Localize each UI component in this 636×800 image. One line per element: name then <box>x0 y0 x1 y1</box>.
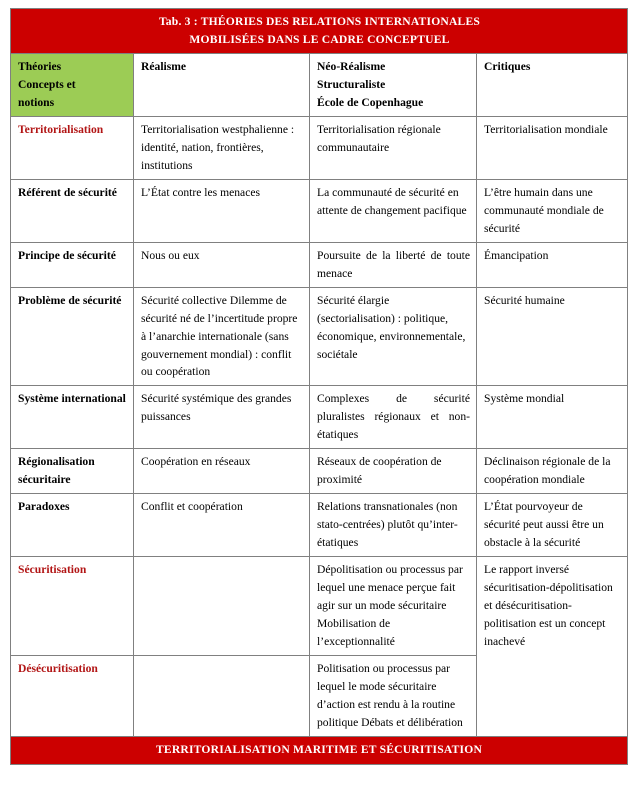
cell-realisme-territorialisation: Territorialisation westphalienne : identité, nation, frontières, institutions <box>134 116 310 179</box>
header-critiques-label: Critiques <box>484 59 531 73</box>
cell-neo-realisme-probleme-de-securite: Sécurité élargie (sectorialisation) : politique, économique, environnementale, sociétale <box>310 287 477 386</box>
cell-realisme-desecuritisation <box>134 656 310 737</box>
header-ecole-copenhague-label: École de Copenhague <box>317 95 424 109</box>
header-cell-critiques <box>477 53 628 116</box>
cell-neo-realisme-systeme-international: Complexes de sécurité pluralistes régionaux et non-étatiques <box>310 386 477 449</box>
concept-label-territorialisation: Territorialisation <box>11 116 134 179</box>
cell-neo-realisme-desecuritisation: Politisation ou processus par lequel le mode sécuritaire d’action est rendu à la routine politique Débats et délibération <box>310 656 477 737</box>
table-row <box>11 557 628 656</box>
header-realisme-label: Réalisme <box>141 59 187 73</box>
cell-realisme-systeme-international: Sécurité systémique des grandes puissances <box>134 386 310 449</box>
cell-critiques-principe-de-securite: Émancipation <box>477 242 628 287</box>
concept-label-referent-de-securite: Référent de sécurité <box>11 179 134 242</box>
cell-realisme-regionalisation-securitaire: Coopération en réseaux <box>134 449 310 494</box>
table-row <box>11 449 628 494</box>
cell-realisme-probleme-de-securite: Sécurité collective Dilemme de sécurité né de l’incertitude propre à l’anarchie internationale (sans gouvernement mondial) : conflit ou coopération <box>134 287 310 386</box>
table-footer-row <box>11 736 628 764</box>
table-title-line-1: Tab. 3 : THÉORIES DES RELATIONS INTERNATIONALES <box>158 15 481 28</box>
table-row <box>11 386 628 449</box>
cell-neo-realisme-referent-de-securite: La communauté de sécurité en attente de changement pacifique <box>310 179 477 242</box>
table-header-row <box>11 53 628 116</box>
concept-label-systeme-international: Système international <box>11 386 134 449</box>
cell-realisme-securitisation <box>134 557 310 656</box>
table-title-banner <box>11 9 628 54</box>
table-row <box>11 494 628 557</box>
cell-critiques-referent-de-securite: L’être humain dans une communauté mondiale de sécurité <box>477 179 628 242</box>
table-row <box>11 116 628 179</box>
table-row <box>11 242 628 287</box>
cell-neo-realisme-paradoxes: Relations transnationales (non stato-centrées) plutôt qu’inter-étatiques <box>310 494 477 557</box>
cell-critiques-probleme-de-securite: Sécurité humaine <box>477 287 628 386</box>
header-cell-neo-realisme <box>310 53 477 116</box>
concept-label-probleme-de-securite: Problème de sécurité <box>11 287 134 386</box>
concept-label-principe-de-securite: Principe de sécurité <box>11 242 134 287</box>
cell-neo-realisme-regionalisation-securitaire: Réseaux de coopération de proximité <box>310 449 477 494</box>
table-row <box>11 179 628 242</box>
header-cell-theories-concepts-notions <box>11 53 134 116</box>
header-structuraliste-label: Structuraliste <box>317 77 386 91</box>
concept-label-regionalisation-securitaire: Régionalisation sécuritaire <box>11 449 134 494</box>
header-neo-realisme-label: Néo-Réalisme <box>317 59 386 73</box>
concept-label-securitisation: Sécuritisation <box>11 557 134 656</box>
cell-critiques-securitisation: Le rapport inversé sécuritisation-dépolitisation et désécuritisation-politisation est un concept inachevé <box>477 557 628 737</box>
header-theories-label: Théories <box>18 59 62 73</box>
cell-critiques-paradoxes: L’État pourvoyeur de sécurité peut aussi être un obstacle à la sécurité <box>477 494 628 557</box>
header-notions-label: notions <box>18 95 55 109</box>
cell-critiques-territorialisation: Territorialisation mondiale <box>477 116 628 179</box>
cell-realisme-referent-de-securite: L’État contre les menaces <box>134 179 310 242</box>
cell-realisme-principe-de-securite: Nous ou eux <box>134 242 310 287</box>
table-footer-banner: TERRITORIALISATION MARITIME ET SÉCURITISATION <box>11 736 628 764</box>
cell-neo-realisme-principe-de-securite: Poursuite de la liberté de toute menace <box>310 242 477 287</box>
header-cell-realisme <box>134 53 310 116</box>
table-row <box>11 287 628 386</box>
table-title-row <box>11 9 628 54</box>
cell-neo-realisme-territorialisation: Territorialisation régionale communautaire <box>310 116 477 179</box>
header-concepts-label: Concepts et <box>18 77 76 91</box>
concept-label-paradoxes: Paradoxes <box>11 494 134 557</box>
table-title-line-2: MOBILISÉES DANS LE CADRE CONCEPTUEL <box>189 32 450 46</box>
cell-neo-realisme-securitisation: Dépolitisation ou processus par lequel une menace perçue fait agir sur un mode sécuritaire Mobilisation de l’exceptionnalité <box>310 557 477 656</box>
theories-relations-internationales-table <box>10 8 628 765</box>
cell-realisme-paradoxes: Conflit et coopération <box>134 494 310 557</box>
cell-critiques-regionalisation-securitaire: Déclinaison régionale de la coopération mondiale <box>477 449 628 494</box>
concept-label-desecuritisation: Désécuritisation <box>11 656 134 737</box>
cell-critiques-systeme-international: Système mondial <box>477 386 628 449</box>
